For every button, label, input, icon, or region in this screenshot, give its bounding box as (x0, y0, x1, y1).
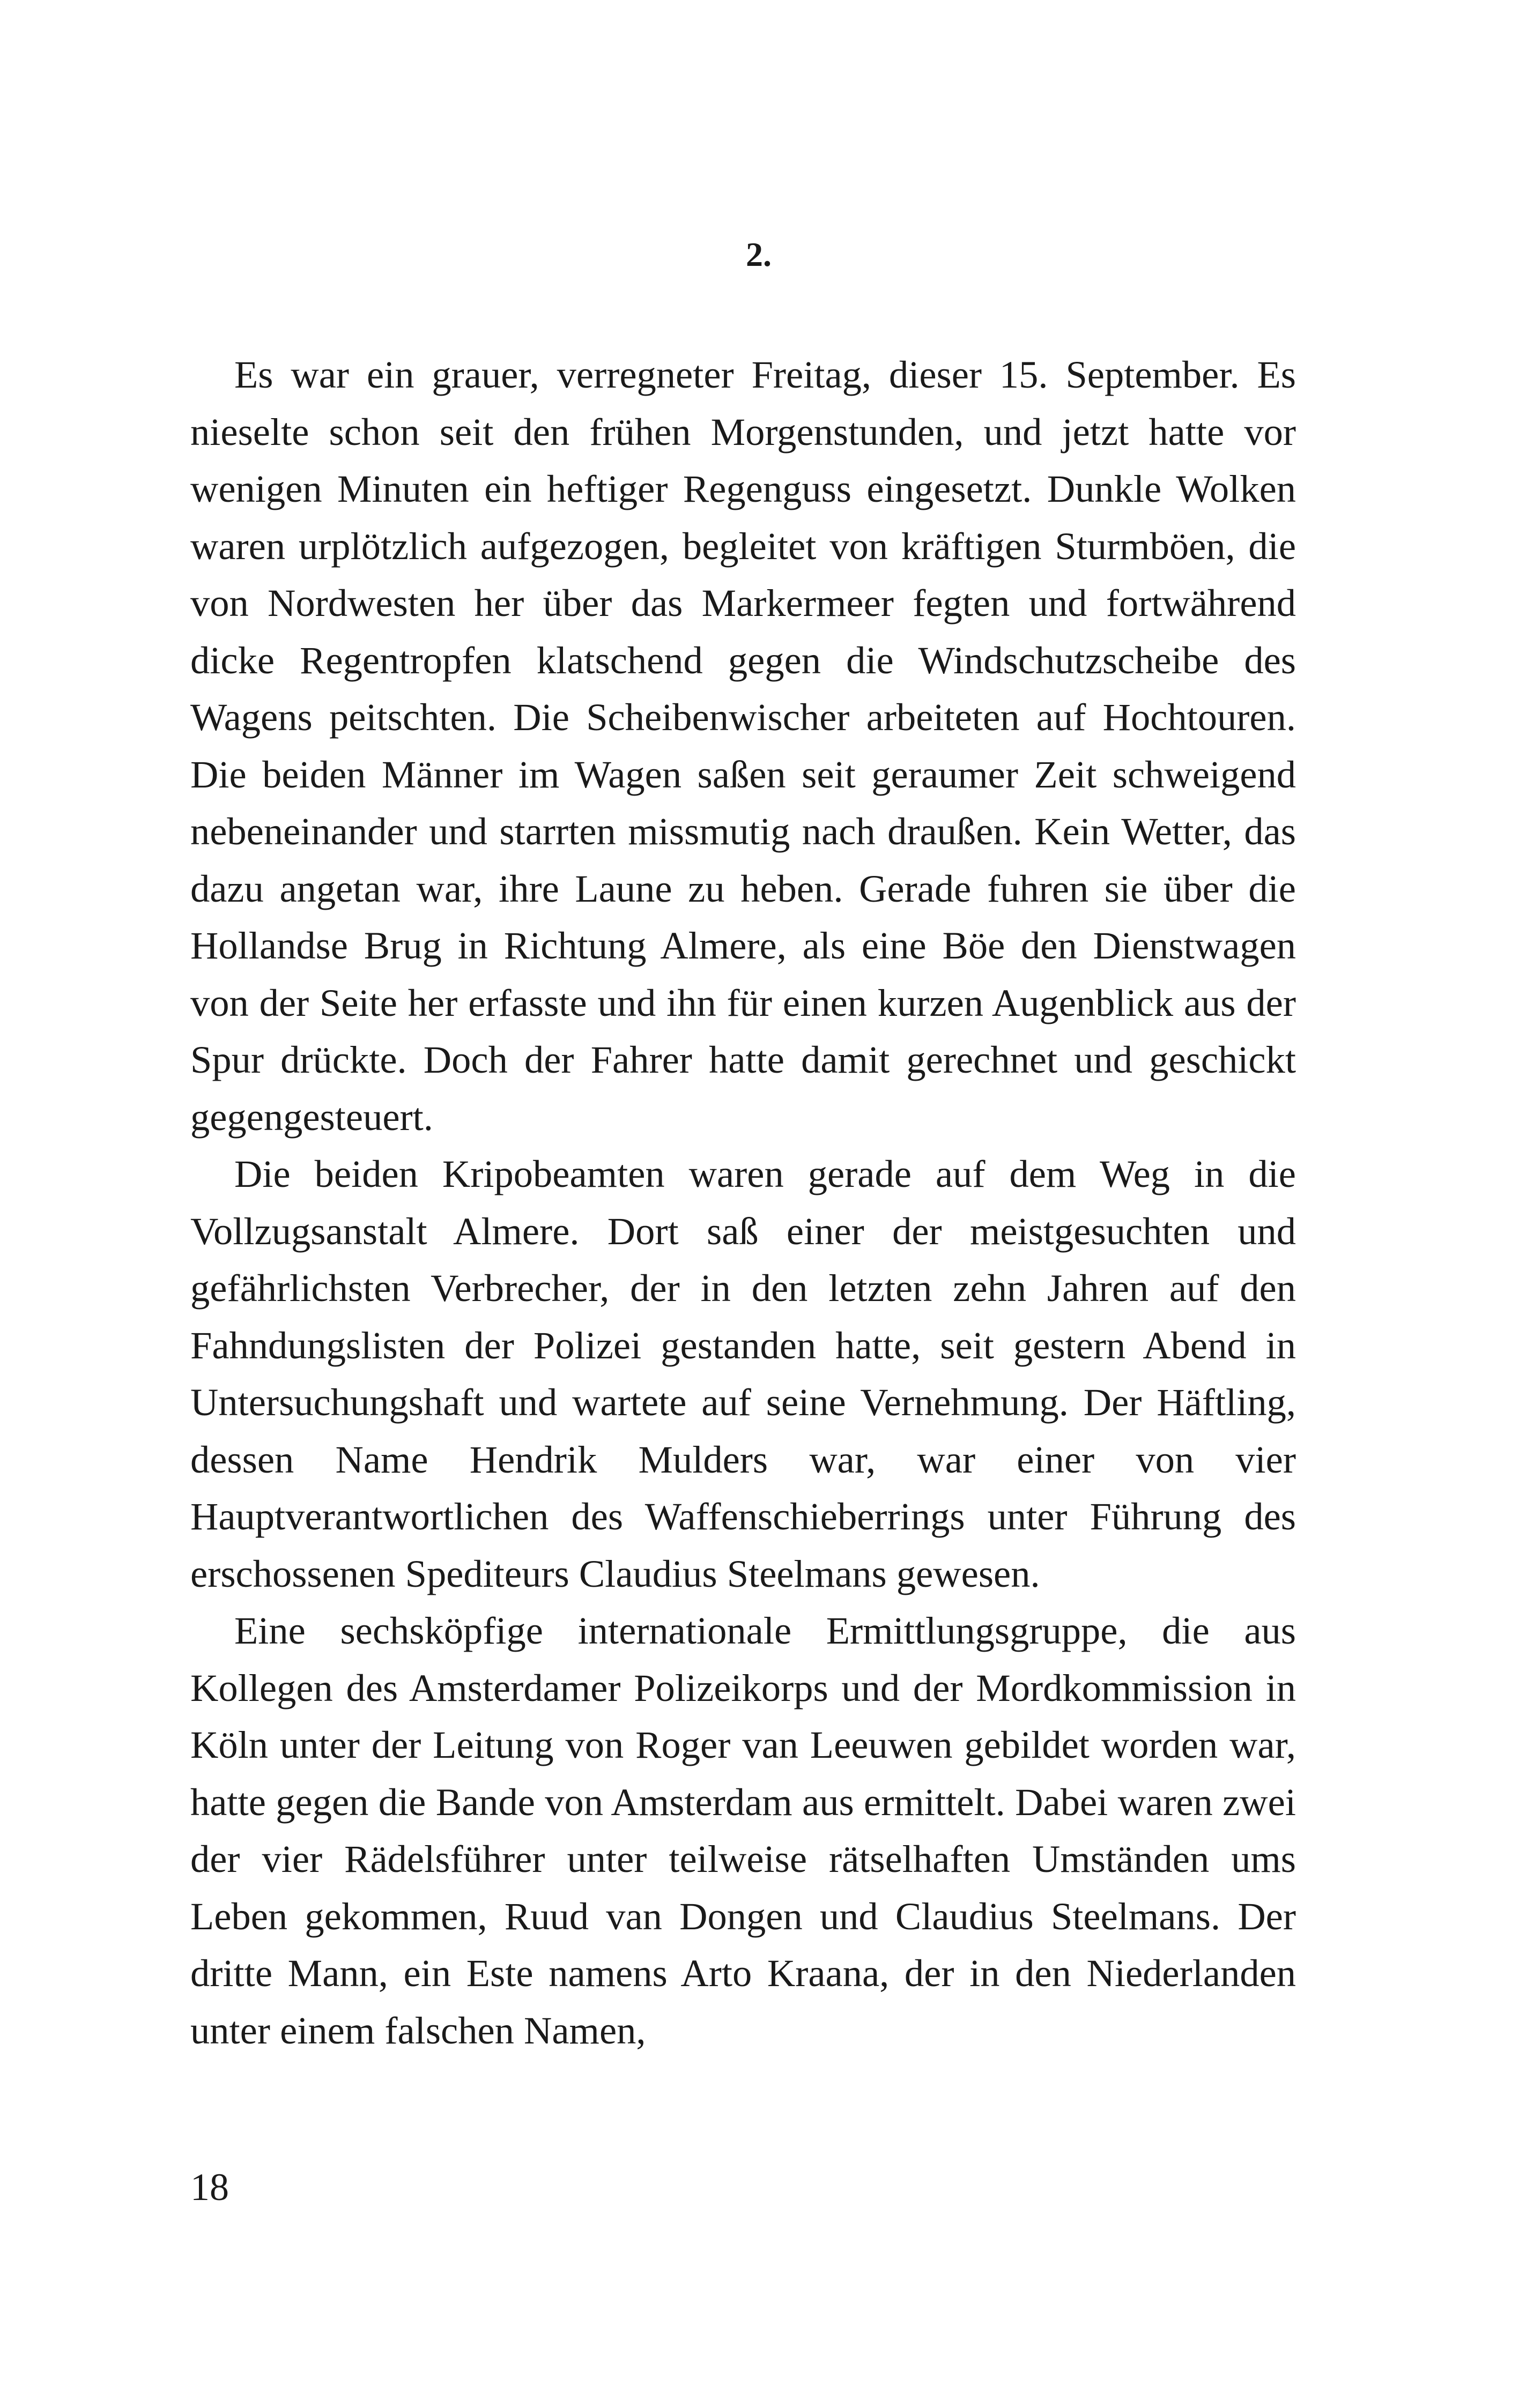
body-text (190, 346, 1296, 2059)
paragraph-3: Eine sechsköpfige internationale Ermittlungsgruppe, die aus Kollegen des Amsterdamer Polizeikorps und der Mordkommission in Köln unter der Leitung von Roger van Leeuwen gebildet worden war, hatte gegen die Bande von Amsterdam aus ermittelt. Dabei waren zwei der vier Rädelsführer unter teilweise rätselhaften Umständen ums Leben gekommen, Ruud van Dongen und Claudius Steelmans. Der dritte Mann, ein Este namens Arto Kraana, der in den Niederlanden unter einem falschen Namen, (190, 1609, 1296, 2052)
paragraph-2: Die beiden Kripobeamten waren gerade auf dem Weg in die Vollzugsanstalt Almere. Dort saß einer der meistgesuchten und gefährlichsten Verbrecher, der in den letzten zehn Jahren auf den Fahndungslisten der Polizei gestanden hatte, seit gestern Abend in Untersuchungshaft und wartete auf seine Vernehmung. Der Häftling, dessen Name Hendrik Mulders war, war einer von vier Hauptverantwortlichen des Waffenschieberrings unter Führung des erschossenen Spediteurs Claudius Steelmans gewesen. (190, 1152, 1296, 1595)
paragraph-1: Es war ein grauer, verregneter Freitag, dieser 15. September. Es nieselte schon seit den frühen Morgenstunden, und jetzt hatte vor wenigen Minuten ein heftiger Regenguss eingesetzt. Dunkle Wolken waren urplötzlich aufgezogen, begleitet von kräftigen Sturmböen, die von Nordwesten her über das Markermeer fegten und fortwährend dicke Regentropfen klatschend gegen die Windschutzscheibe des Wagens peitschten. Die Scheibenwischer arbeiteten auf Hochtouren. Die beiden Männer im Wagen saßen seit geraumer Zeit schweigend nebeneinander und starrten missmutig nach draußen. Kein Wetter, das dazu angetan war, ihre Laune zu heben. Gerade fuhren sie über die Hollandse Brug in Richtung Almere, als eine Böe den Dienstwagen von der Seite her erfasste und ihn für einen kurzen Augenblick aus der Spur drückte. Doch der Fahrer hatte damit gerechnet und geschickt gegengesteuert. (190, 353, 1296, 1139)
chapter-number: 2. (746, 235, 772, 273)
page-number: 18 (190, 2166, 229, 2209)
